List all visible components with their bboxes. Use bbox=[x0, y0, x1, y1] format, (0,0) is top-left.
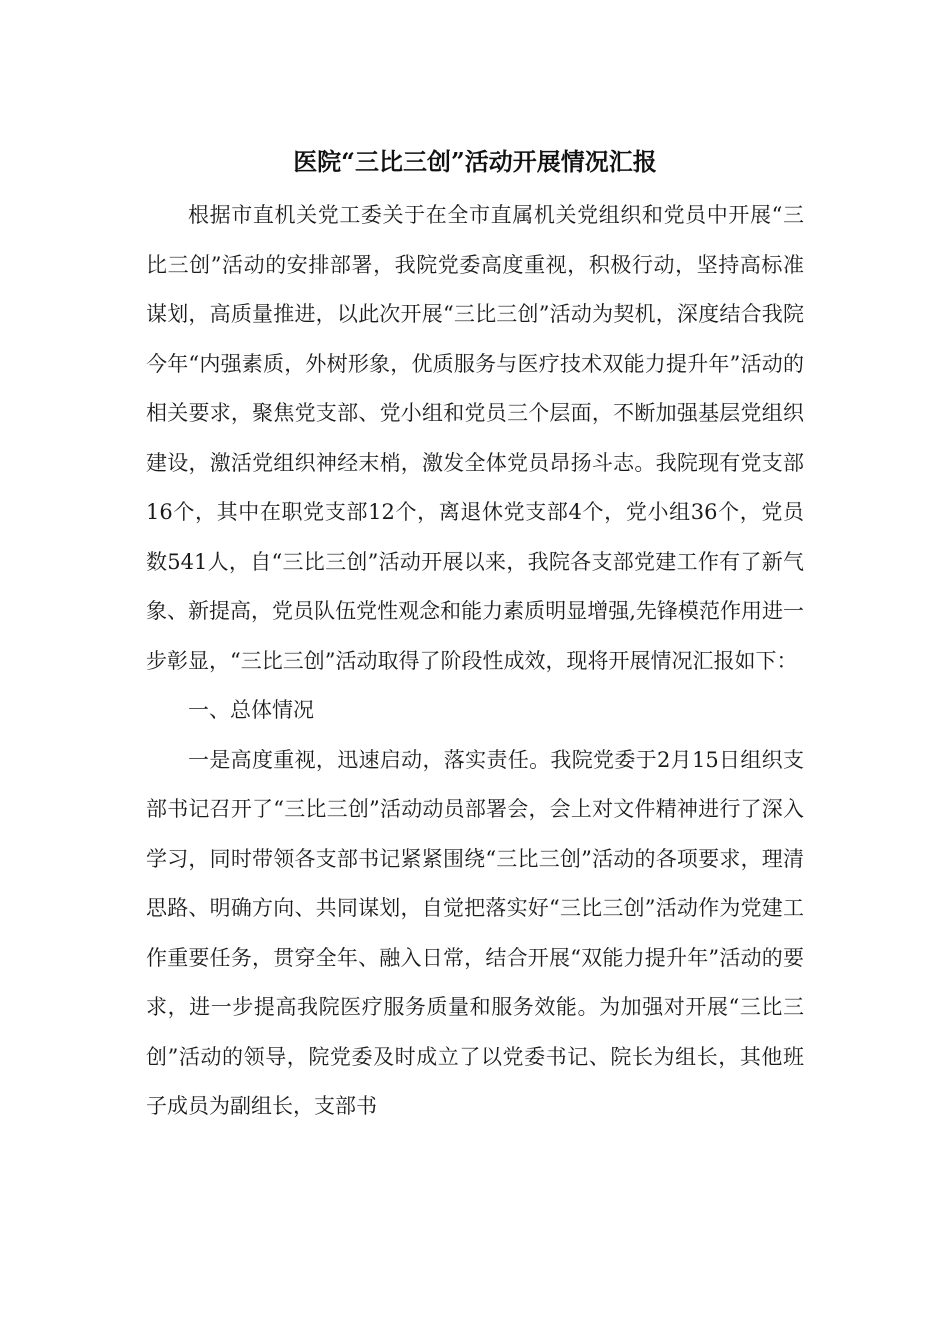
intro-paragraph: 根据市直机关党工委关于在全市直属机关党组织和党员中开展“三比三创”活动的安排部署，我院党委高度重视，积极行动，坚持高标准谋划，高质量推进，以此次开展“三比三创”活动为契机，深度结合我院今年“内强素质，外树形象，优质服务与医疗技术双能力提升年”活动的相关要求，聚焦党支部、党小组和党员三个层面，不断加强基层党组织建设，激活党组织神经末梢，激发全体党员昂扬斗志。我院现有党支部16个，其中在职党支部12个，离退休党支部4个，党小组36个，党员数541人，自“三比三创”活动开展以来，我院各支部党建工作有了新气象、新提高，党员队伍党性观念和能力素质明显增强,先锋模范作用进一步彰显，“三比三创”活动取得了阶段性成效，现将开展情况汇报如下： bbox=[146, 203, 804, 673]
document-body bbox=[146, 191, 804, 1132]
section-heading-overview: 一、总体情况 bbox=[188, 698, 314, 722]
section-paragraph-1: 一是高度重视，迅速启动，落实责任。我院党委于2月15日组织支部书记召开了“三比三创”活动动员部署会，会上对文件精神进行了深入学习，同时带领各支部书记紧紧围绕“三比三创”活动的各项要求，理清思路、明确方向、共同谋划，自觉把落实好“三比三创”活动作为党建工作重要任务，贯穿全年、融入日常，结合开展“双能力提升年”活动的要求，进一步提高我院医疗服务质量和服务效能。为加强对开展“三比三创”活动的领导，院党委及时成立了以党委书记、院长为组长，其他班子成员为副组长，支部书 bbox=[146, 747, 804, 1118]
document-title: 医院“三比三创”活动开展情况汇报 bbox=[293, 147, 657, 176]
